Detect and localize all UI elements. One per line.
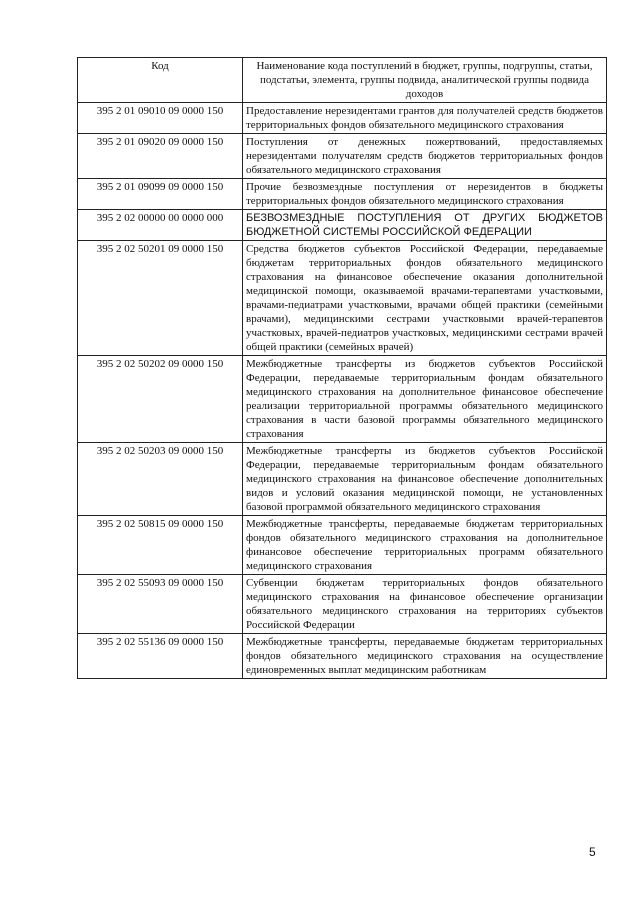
row-code: 395 2 01 09020 09 0000 150	[78, 134, 243, 179]
row-code: 395 2 02 55093 09 0000 150	[78, 575, 243, 634]
row-code: 395 2 02 50202 09 0000 150	[78, 356, 243, 443]
table-row	[78, 210, 607, 241]
row-name: Межбюджетные трансферты из бюджетов субъектов Российской Федерации, передаваемые территориальным фондам обязательного медицинского страхования на финансовое обеспечение дополнительных видов и условий оказания медицинской помощи, не установленных базовой программой обязательного медицинского страхования	[243, 443, 607, 516]
table-row	[78, 356, 607, 443]
row-name: Прочие безвозмездные поступления от нерезидентов в бюджеты территориальных фондов обязательного медицинского страхования	[243, 179, 607, 210]
table-row	[78, 179, 607, 210]
table-row	[78, 516, 607, 575]
row-name: Межбюджетные трансферты из бюджетов субъектов Российской Федерации, передаваемые территориальным фондам обязательного медицинского страхования на дополнительное финансовое обеспечение реализации территориальной программы обязательного медицинского страхования в части базовой программы обязательного медицинского страхования	[243, 356, 607, 443]
page-number: 5	[589, 845, 596, 859]
revenue-codes-table	[77, 57, 607, 679]
table-row	[78, 443, 607, 516]
row-code: 395 2 02 50203 09 0000 150	[78, 443, 243, 516]
row-code: 395 2 01 09010 09 0000 150	[78, 103, 243, 134]
row-code: 395 2 02 55136 09 0000 150	[78, 634, 243, 679]
table-row	[78, 241, 607, 356]
row-name: БЕЗВОЗМЕЗДНЫЕ ПОСТУПЛЕНИЯ ОТ ДРУГИХ БЮДЖЕТОВ БЮДЖЕТНОЙ СИСТЕМЫ РОССИЙСКОЙ ФЕДЕРАЦИИ	[243, 210, 607, 241]
table-row	[78, 575, 607, 634]
table-row	[78, 634, 607, 679]
row-name: Поступления от денежных пожертвований, предоставляемых нерезидентами получателям средств бюджетов территориальных фондов обязательного медицинского страхования	[243, 134, 607, 179]
table-header-row	[78, 58, 607, 103]
row-code: 395 2 01 09099 09 0000 150	[78, 179, 243, 210]
row-name: Межбюджетные трансферты, передаваемые бюджетам территориальных фондов обязательного медицинского страхования на осуществление единовременных выплат медицинским работникам	[243, 634, 607, 679]
header-name: Наименование кода поступлений в бюджет, группы, подгруппы, статьи, подстатьи, элемента, группы подвида, аналитической группы подвида доходов	[243, 58, 607, 103]
row-name: Средства бюджетов субъектов Российской Федерации, передаваемые бюджетам территориальных фондов обязательного медицинского страхования на финансовое обеспечение оказания дополнительной медицинской помощи, оказываемой врачами-терапевтами участковыми, врачами-педиатрами участковыми, врачами общей практики (семейными врачами), медицинскими сестрами участковыми врачей-терапевтов участковых, врачей-педиатров участковых, медицинскими сестрами врачей общей практики (семейных врачей)	[243, 241, 607, 356]
table-row	[78, 103, 607, 134]
header-code: Код	[78, 58, 243, 103]
row-code: 395 2 02 50815 09 0000 150	[78, 516, 243, 575]
row-name: Предоставление нерезидентами грантов для получателей средств бюджетов территориальных фондов обязательного медицинского страхования	[243, 103, 607, 134]
row-name: Межбюджетные трансферты, передаваемые бюджетам территориальных фондов обязательного медицинского страхования на дополнительное финансовое обеспечение территориальных программ обязательного медицинского страхования	[243, 516, 607, 575]
table-row	[78, 134, 607, 179]
row-name: Субвенции бюджетам территориальных фондов обязательного медицинского страхования на финансовое обеспечение организации обязательного медицинского страхования на территориях субъектов Российской Федерации	[243, 575, 607, 634]
row-code: 395 2 02 50201 09 0000 150	[78, 241, 243, 356]
row-code: 395 2 02 00000 00 0000 000	[78, 210, 243, 241]
